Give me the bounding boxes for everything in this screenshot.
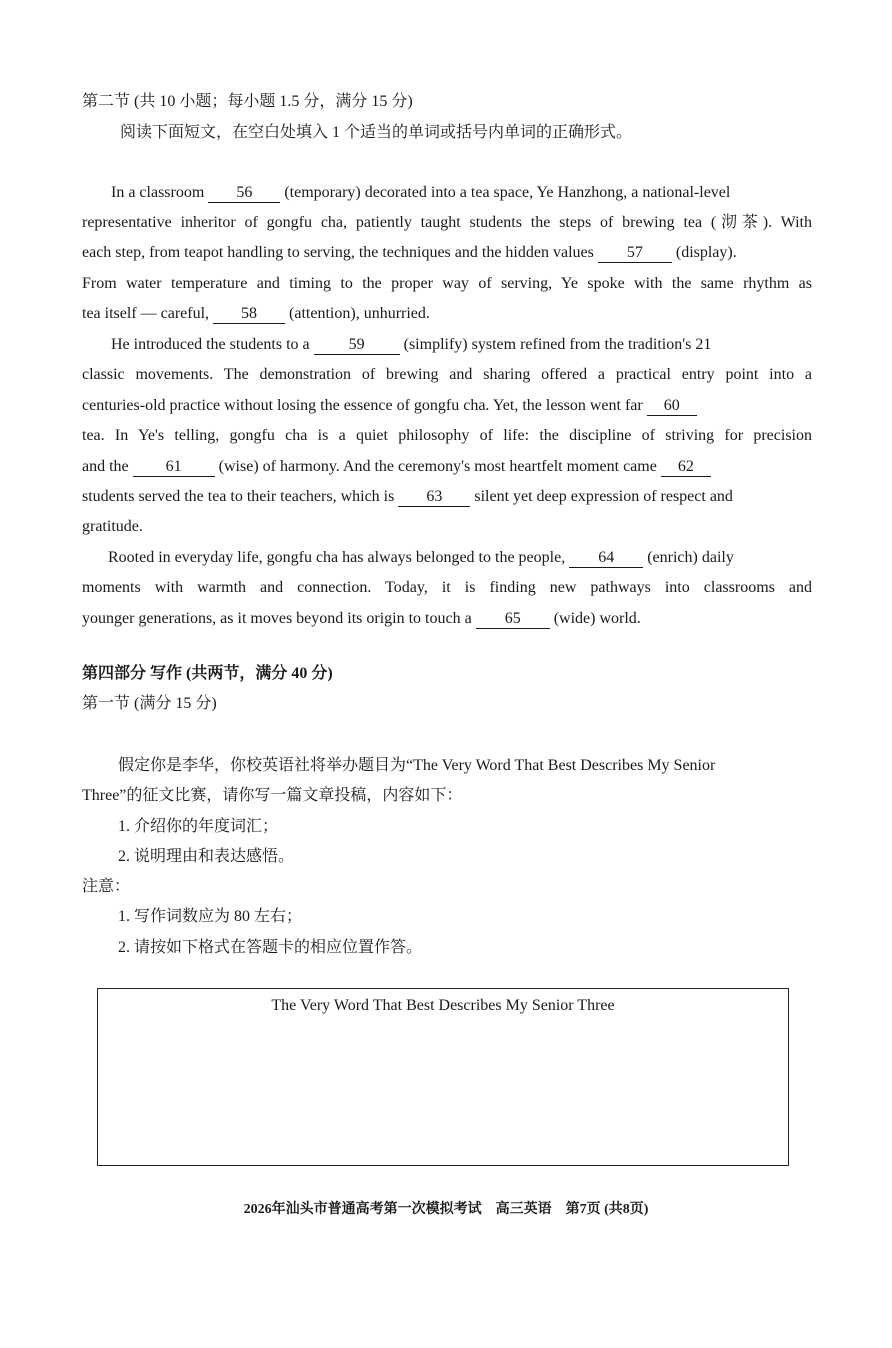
blank-57[interactable]: 57: [598, 244, 672, 263]
passage-line: [111, 183, 812, 203]
passage-line: [108, 548, 812, 568]
passage-text: silent yet deep expression of respect and: [474, 488, 733, 505]
page-footer: 2026年汕头市普通高考第一次模拟考试 高三英语 第7页 (共8页): [243, 1202, 649, 1217]
passage-text: Rooted in everyday life, gongfu cha has always belonged to the people,: [108, 549, 566, 566]
passage-text: younger generations, as it moves beyond its origin to touch a: [82, 610, 472, 627]
passage-line: From water temperature and timing to the proper way of serving, Ye spoke with the same rhythm as: [82, 275, 812, 292]
passage-line: [82, 457, 812, 477]
essay-title: The Very Word That Best Describes My Senior Three: [271, 997, 615, 1014]
passage-text: (display).: [675, 244, 737, 261]
passage-text: (wise) of harmony. And the ceremony's most heartfelt moment came: [218, 458, 657, 475]
passage-line: [82, 304, 812, 324]
note-item: 2. 请按如下格式在答题卡的相应位置作答。: [118, 939, 423, 956]
passage-text: (attention), unhurried.: [289, 305, 430, 322]
passage-line: gratitude.: [82, 518, 143, 535]
blank-56[interactable]: 56: [208, 184, 280, 203]
blank-65[interactable]: 65: [476, 610, 550, 629]
prompt-text: Three”的征文比赛，请你写一篇文章投稿，内容如下：: [82, 787, 463, 804]
passage-line: [82, 243, 812, 263]
section-instruction: 阅读下面短文，在空白处填入 1 个适当的单词或括号内单词的正确形式。: [120, 124, 633, 141]
passage-text: and the: [82, 458, 129, 475]
passage-text: each step, from teapot handling to serving, the techniques and the hidden values: [82, 244, 594, 261]
blank-62[interactable]: 62: [661, 458, 711, 477]
part-heading: 第四部分 写作 (共两节，满分 40 分): [82, 665, 333, 682]
note-item: 1. 写作词数应为 80 左右；: [118, 908, 303, 925]
passage-text: tea itself — careful,: [82, 305, 210, 322]
content-item: 2. 说明理由和表达感悟。: [118, 848, 295, 865]
blank-63[interactable]: 63: [398, 488, 470, 507]
blank-59[interactable]: 59: [314, 336, 400, 355]
passage-text: centuries-old practice without losing the essence of gongfu cha. Yet, the lesson went far: [82, 397, 643, 414]
passage-text: (enrich) daily: [647, 549, 734, 566]
blank-61[interactable]: 61: [133, 458, 215, 477]
passage-text: (simplify) system refined from the tradition's 21: [403, 336, 712, 353]
blank-58[interactable]: 58: [213, 305, 285, 324]
passage-line: [82, 487, 812, 507]
passage-line: moments with warmth and connection. Today, it is finding new pathways into classrooms and: [82, 579, 812, 596]
passage-line: [82, 396, 812, 416]
passage-line: classic movements. The demonstration of brewing and sharing offered a practical entry point into a: [82, 366, 812, 383]
passage-line: tea. In Ye's telling, gongfu cha is a quiet philosophy of life: the discipline of striving for precision: [82, 427, 812, 444]
passage-text: He introduced the students to a: [111, 336, 310, 353]
prompt-text: 假定你是李华，你校英语社将举办题目为“The Very Word That Best Describes My Senior: [118, 757, 716, 774]
passage-text: (temporary) decorated into a tea space, Ye Hanzhong, a national-level: [284, 184, 731, 201]
blank-64[interactable]: 64: [569, 549, 643, 568]
passage-text: students served the tea to their teachers, which is: [82, 488, 395, 505]
passage-text: In a classroom: [111, 184, 205, 201]
content-item: 1. 介绍你的年度词汇；: [118, 818, 279, 835]
passage-line: representative inheritor of gongfu cha, patiently taught students the steps of brewing tea (沏茶). With: [82, 214, 812, 231]
note-label: 注意：: [82, 878, 131, 895]
essay-answer-box[interactable]: [97, 988, 789, 1166]
passage-text: (wide) world.: [553, 610, 641, 627]
subsection-heading: 第一节 (满分 15 分): [82, 695, 217, 712]
passage-line: [111, 335, 812, 355]
passage-line: [82, 609, 812, 629]
section-heading: 第二节 (共 10 小题；每小题 1.5 分，满分 15 分): [82, 93, 413, 110]
blank-60[interactable]: 60: [647, 397, 697, 416]
